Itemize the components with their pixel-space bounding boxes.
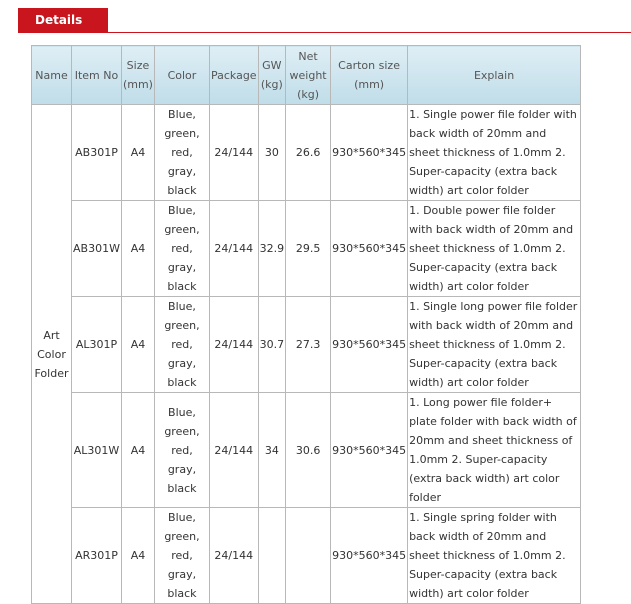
gw-cell: 34 — [258, 393, 286, 508]
carton-size-cell: 930*560*345 — [331, 393, 408, 508]
explain-cell: 1. Double power file folder with back width of 20mm and sheet thickness of 1.0mm 2. Super-capacity (extra back width) art color folder — [408, 201, 581, 297]
carton-size-cell: 930*560*345 — [331, 508, 408, 604]
color-cell: Blue, green, red, gray, black — [154, 105, 209, 201]
col-header-gw: GW (kg) — [258, 46, 286, 105]
product-spec-table — [31, 45, 581, 604]
color-cell: Blue, green, red, gray, black — [154, 393, 209, 508]
gw-cell — [258, 508, 286, 604]
table-row — [32, 393, 581, 508]
item-no-cell: AB301W — [72, 201, 122, 297]
size-cell: A4 — [121, 297, 154, 393]
gw-cell: 30 — [258, 105, 286, 201]
group-name-cell: Art Color Folder — [32, 105, 72, 604]
explain-cell: 1. Single long power file folder with back width of 20mm and sheet thickness of 1.0mm 2. Super-capacity (extra back width) art color folder — [408, 297, 581, 393]
col-header-name: Name — [32, 46, 72, 105]
package-cell: 24/144 — [209, 508, 258, 604]
carton-size-cell: 930*560*345 — [331, 201, 408, 297]
col-header-net-weight: Net weight (kg) — [286, 46, 331, 105]
carton-size-cell: 930*560*345 — [331, 297, 408, 393]
table-header-row — [32, 46, 581, 105]
carton-size-cell: 930*560*345 — [331, 105, 408, 201]
col-header-explain: Explain — [408, 46, 581, 105]
explain-cell: 1. Single power file folder with back width of 20mm and sheet thickness of 1.0mm 2. Super-capacity (extra back width) art color folder — [408, 105, 581, 201]
explain-cell: 1. Long power file folder+ plate folder with back width of 20mm and sheet thickness of 1.0mm 2. Super-capacity (extra back width) art color folder — [408, 393, 581, 508]
col-header-carton-size: Carton size (mm) — [331, 46, 408, 105]
size-cell: A4 — [121, 105, 154, 201]
net-weight-cell — [286, 508, 331, 604]
size-cell: A4 — [121, 393, 154, 508]
item-no-cell: AB301P — [72, 105, 122, 201]
package-cell: 24/144 — [209, 105, 258, 201]
col-header-package: Package — [209, 46, 258, 105]
package-cell: 24/144 — [209, 297, 258, 393]
table-row — [32, 508, 581, 604]
net-weight-cell: 26.6 — [286, 105, 331, 201]
table-row — [32, 297, 581, 393]
table-row — [32, 105, 581, 201]
item-no-cell: AR301P — [72, 508, 122, 604]
color-cell: Blue, green, red, gray, black — [154, 201, 209, 297]
table-row — [32, 201, 581, 297]
item-no-cell: AL301W — [72, 393, 122, 508]
color-cell: Blue, green, red, gray, black — [154, 297, 209, 393]
gw-cell: 30.7 — [258, 297, 286, 393]
col-header-size: Size (mm) — [121, 46, 154, 105]
package-cell: 24/144 — [209, 393, 258, 508]
details-tab[interactable]: Details — [18, 8, 108, 32]
col-header-item-no: Item No — [72, 46, 122, 105]
gw-cell: 32.9 — [258, 201, 286, 297]
net-weight-cell: 29.5 — [286, 201, 331, 297]
item-no-cell: AL301P — [72, 297, 122, 393]
explain-cell: 1. Single spring folder with back width of 20mm and sheet thickness of 1.0mm 2. Super-capacity (extra back width) art color folder — [408, 508, 581, 604]
col-header-color: Color — [154, 46, 209, 105]
net-weight-cell: 27.3 — [286, 297, 331, 393]
package-cell: 24/144 — [209, 201, 258, 297]
details-tab-bar — [18, 8, 631, 33]
color-cell: Blue, green, red, gray, black — [154, 508, 209, 604]
size-cell: A4 — [121, 508, 154, 604]
size-cell: A4 — [121, 201, 154, 297]
net-weight-cell: 30.6 — [286, 393, 331, 508]
